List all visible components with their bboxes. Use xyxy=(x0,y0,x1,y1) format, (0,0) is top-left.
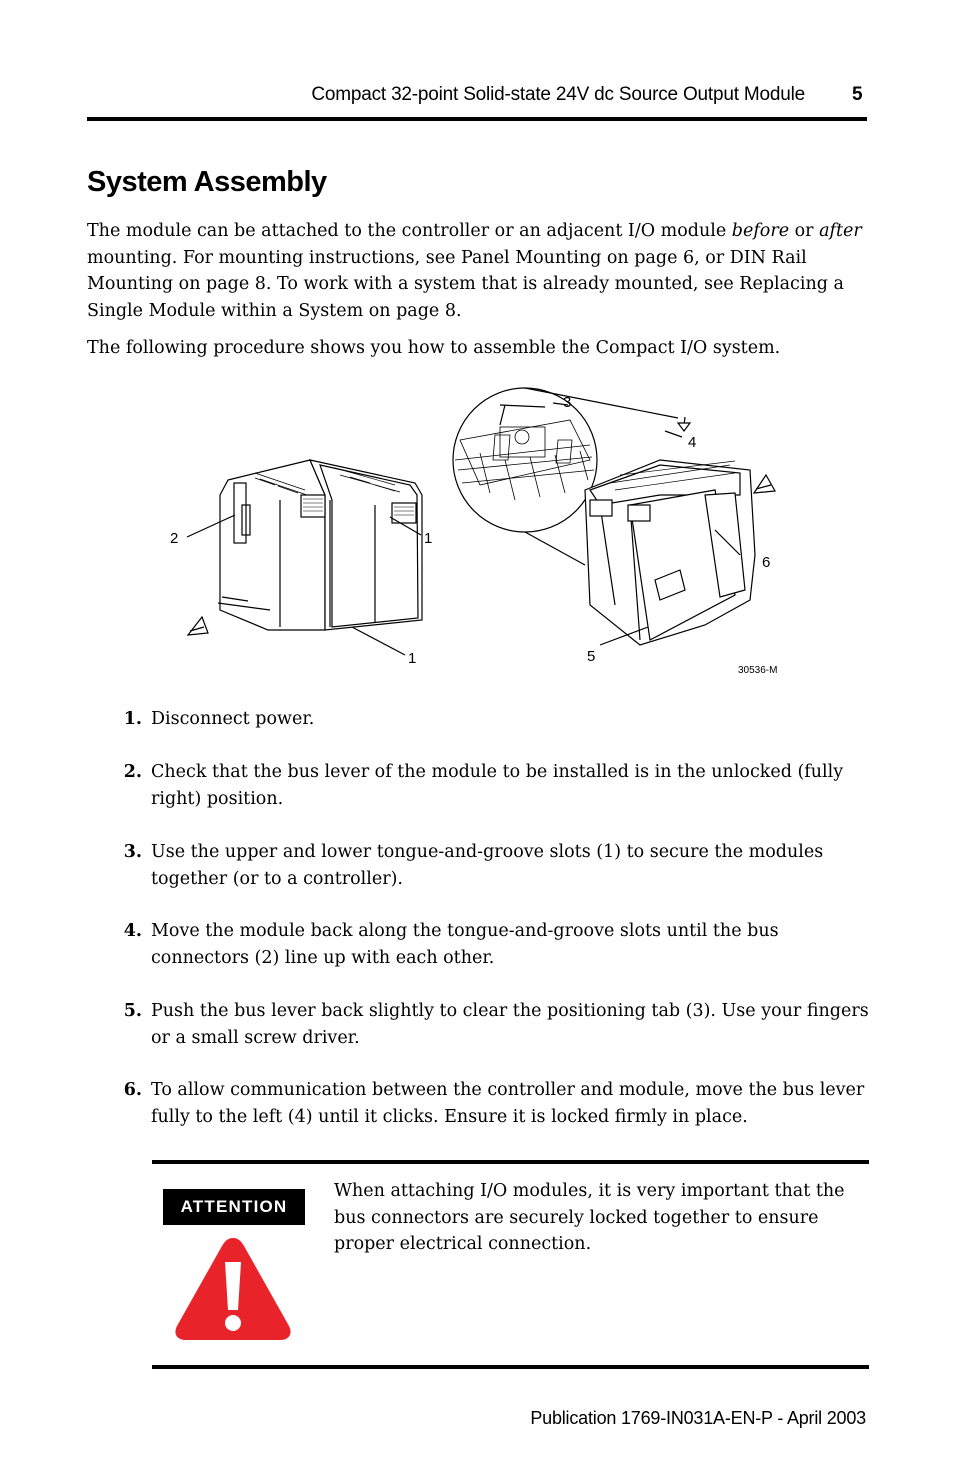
callout-6: 6 xyxy=(762,554,771,571)
step-number: 2. xyxy=(123,762,142,782)
step-number: 1. xyxy=(123,709,142,729)
page-number: 5 xyxy=(852,84,863,105)
attention-label: ATTENTION xyxy=(163,1189,305,1225)
step-text: Disconnect power. xyxy=(151,709,315,729)
step-number: 3. xyxy=(123,842,142,862)
header-title: Compact 32-point Solid-state 24V dc Source Output Module xyxy=(311,84,805,105)
assembly-figure xyxy=(160,365,800,685)
step-number: 4. xyxy=(123,921,142,941)
attention-rule-bottom xyxy=(152,1365,869,1369)
right-module-illustration xyxy=(585,417,775,645)
figure-id: 30536-M xyxy=(738,665,778,676)
step-text: To allow communication between the controller and module, move the bus lever fully to the left (4) until it clicks. Ensure it is locked firmly in place. xyxy=(151,1080,865,1127)
section-title: System Assembly xyxy=(87,166,327,198)
callout-2: 2 xyxy=(170,530,179,547)
footer-publication: Publication 1769-IN031A-EN-P - April 2003 xyxy=(530,1408,866,1428)
callout-5: 5 xyxy=(587,648,596,665)
step-text: Move the module back along the tongue-and-groove slots until the bus connectors (2) line up with each other. xyxy=(151,921,779,968)
attention-rule-top xyxy=(152,1160,869,1164)
callout-4: 4 xyxy=(688,434,697,451)
header-rule xyxy=(87,117,867,121)
step-number: 5. xyxy=(123,1001,142,1021)
left-module-illustration xyxy=(188,460,422,635)
step-text: Check that the bus lever of the module to be installed is in the unlocked (fully right) position. xyxy=(151,762,844,809)
callout-1-lower: 1 xyxy=(408,650,417,667)
callout-1-upper: 1 xyxy=(424,530,433,547)
step-text: Push the bus lever back slightly to clear the positioning tab (3). Use your fingers or a small screw driver. xyxy=(151,1001,869,1048)
warning-triangle-icon xyxy=(172,1234,294,1344)
step-number: 6. xyxy=(123,1080,142,1100)
callout-3: 3 xyxy=(563,394,572,411)
attention-text: When attaching I/O modules, it is very important that the bus connectors are securely locked together to ensure proper electrical connection. xyxy=(334,1181,845,1254)
procedure-intro: The following procedure shows you how to assemble the Compact I/O system. xyxy=(87,338,781,358)
intro-paragraph: The module can be attached to the controller or an adjacent I/O module before or after mounting. For mounting instructions, see Panel Mounting on page 6, or DIN Rail Mounting on page 8. To work with a system that is already mounted, see Replacing a Single Module within a System on page 8. xyxy=(87,221,862,321)
step-text: Use the upper and lower tongue-and-groove slots (1) to secure the modules together (or to a controller). xyxy=(151,842,824,889)
